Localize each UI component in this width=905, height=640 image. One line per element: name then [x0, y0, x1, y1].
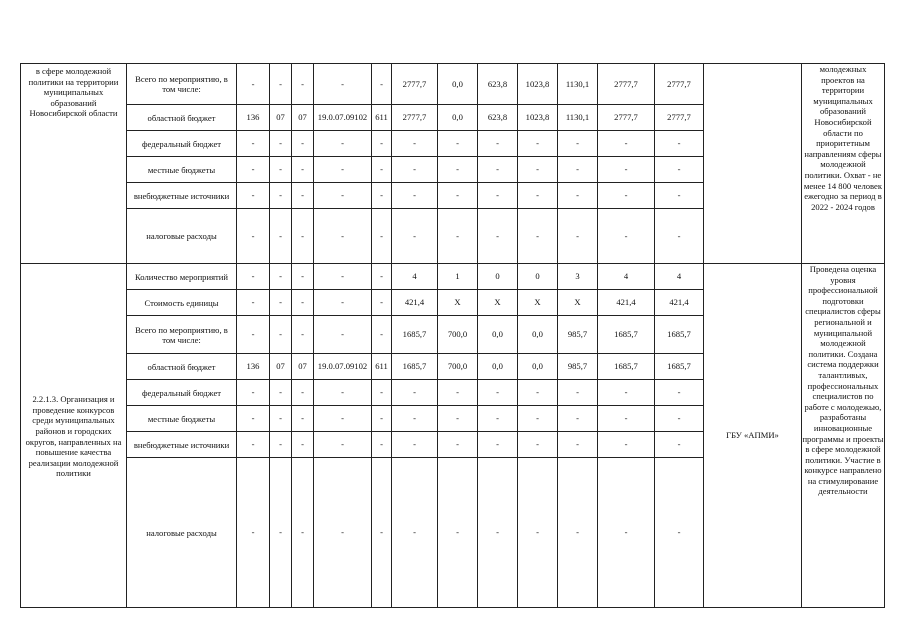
value-cell: - — [372, 316, 392, 354]
value-cell: - — [558, 209, 598, 264]
value-cell: - — [655, 406, 704, 432]
value-cell: - — [392, 432, 438, 458]
value-cell: - — [518, 183, 558, 209]
value-cell: - — [655, 380, 704, 406]
value-cell: 1 — [438, 264, 478, 290]
value-cell: - — [237, 64, 270, 105]
value-cell: - — [372, 432, 392, 458]
value-cell: 0 — [478, 264, 518, 290]
value-cell: - — [518, 380, 558, 406]
value-cell: - — [237, 264, 270, 290]
value-cell: - — [478, 183, 518, 209]
value-cell: - — [237, 290, 270, 316]
value-cell: 07 — [292, 354, 314, 380]
value-cell: 07 — [292, 105, 314, 131]
value-cell: - — [292, 290, 314, 316]
value-cell: - — [270, 157, 292, 183]
value-cell: - — [314, 432, 372, 458]
value-cell: 19.0.07.09102 — [314, 354, 372, 380]
value-cell: - — [598, 380, 655, 406]
value-cell: X — [478, 290, 518, 316]
value-cell: - — [372, 209, 392, 264]
value-cell: - — [292, 380, 314, 406]
value-cell: - — [392, 131, 438, 157]
value-cell: 1130,1 — [558, 105, 598, 131]
value-cell: - — [392, 157, 438, 183]
value-cell: 421,4 — [655, 290, 704, 316]
value-cell: - — [372, 183, 392, 209]
value-cell: 19.0.07.09102 — [314, 105, 372, 131]
value-cell: 3 — [558, 264, 598, 290]
value-cell: - — [478, 458, 518, 608]
value-cell: - — [314, 183, 372, 209]
value-cell: - — [372, 264, 392, 290]
value-cell: - — [237, 458, 270, 608]
activity-name-cell: 2.2.1.3. Организация и проведение конкурсов среди муниципальных районов и городских округов, направленных на повышение качества реализации молодежной политики — [21, 264, 127, 608]
value-cell: - — [314, 131, 372, 157]
value-cell: - — [314, 316, 372, 354]
funding-source-cell: Количество мероприятий — [127, 264, 237, 290]
value-cell: - — [270, 432, 292, 458]
value-cell: 0,0 — [478, 354, 518, 380]
value-cell: - — [478, 131, 518, 157]
funding-source-cell: Всего по мероприятию, в том числе: — [127, 316, 237, 354]
value-cell: 0,0 — [518, 354, 558, 380]
value-cell: 4 — [598, 264, 655, 290]
value-cell: - — [270, 316, 292, 354]
value-cell: 136 — [237, 105, 270, 131]
value-cell: - — [655, 183, 704, 209]
value-cell: 611 — [372, 354, 392, 380]
value-cell: 1130,1 — [558, 64, 598, 105]
value-cell: - — [598, 183, 655, 209]
value-cell: - — [314, 380, 372, 406]
funding-source-cell: местные бюджеты — [127, 157, 237, 183]
value-cell: - — [237, 380, 270, 406]
value-cell: - — [655, 157, 704, 183]
value-cell: - — [372, 406, 392, 432]
value-cell: - — [392, 380, 438, 406]
funding-source-cell: федеральный бюджет — [127, 380, 237, 406]
value-cell: 1685,7 — [598, 354, 655, 380]
value-cell: 611 — [372, 105, 392, 131]
value-cell: - — [558, 406, 598, 432]
value-cell: 136 — [237, 354, 270, 380]
value-cell: - — [558, 157, 598, 183]
funding-source-cell: Стоимость единицы — [127, 290, 237, 316]
value-cell: - — [598, 157, 655, 183]
table-row — [21, 264, 885, 290]
value-cell: - — [372, 157, 392, 183]
value-cell: - — [314, 290, 372, 316]
value-cell: - — [292, 406, 314, 432]
value-cell: - — [292, 458, 314, 608]
value-cell: - — [478, 406, 518, 432]
value-cell: X — [518, 290, 558, 316]
value-cell: 623,8 — [478, 105, 518, 131]
value-cell: - — [314, 264, 372, 290]
funding-source-cell: налоговые расходы — [127, 209, 237, 264]
value-cell: - — [270, 380, 292, 406]
value-cell: - — [292, 157, 314, 183]
value-cell: - — [598, 432, 655, 458]
value-cell: - — [270, 209, 292, 264]
value-cell: - — [392, 406, 438, 432]
value-cell: 985,7 — [558, 316, 598, 354]
value-cell: - — [314, 64, 372, 105]
value-cell: 700,0 — [438, 354, 478, 380]
value-cell: - — [314, 157, 372, 183]
funding-source-cell: налоговые расходы — [127, 458, 237, 608]
value-cell: 0,0 — [518, 316, 558, 354]
value-cell: 421,4 — [392, 290, 438, 316]
value-cell: - — [270, 183, 292, 209]
value-cell: - — [237, 209, 270, 264]
value-cell: 0,0 — [438, 105, 478, 131]
funding-source-cell: внебюджетные источники — [127, 432, 237, 458]
value-cell: - — [392, 209, 438, 264]
value-cell: 2777,7 — [655, 64, 704, 105]
value-cell: - — [438, 209, 478, 264]
value-cell: - — [478, 209, 518, 264]
value-cell: - — [292, 131, 314, 157]
value-cell: 07 — [270, 354, 292, 380]
value-cell: 1023,8 — [518, 105, 558, 131]
value-cell: - — [518, 209, 558, 264]
value-cell: 2777,7 — [598, 64, 655, 105]
value-cell: - — [237, 406, 270, 432]
value-cell: - — [237, 157, 270, 183]
value-cell: 4 — [655, 264, 704, 290]
value-cell: - — [655, 432, 704, 458]
table-row — [21, 64, 885, 105]
value-cell: - — [270, 264, 292, 290]
value-cell: 07 — [270, 105, 292, 131]
value-cell: - — [237, 131, 270, 157]
funding-source-cell: областной бюджет — [127, 105, 237, 131]
value-cell: 1685,7 — [392, 316, 438, 354]
value-cell: - — [478, 157, 518, 183]
value-cell: 1685,7 — [598, 316, 655, 354]
value-cell: - — [292, 209, 314, 264]
value-cell: - — [558, 183, 598, 209]
value-cell: 623,8 — [478, 64, 518, 105]
value-cell: 1685,7 — [655, 354, 704, 380]
value-cell: 2777,7 — [392, 105, 438, 131]
value-cell: - — [558, 458, 598, 608]
value-cell: - — [372, 290, 392, 316]
value-cell: 2777,7 — [655, 105, 704, 131]
value-cell: - — [478, 380, 518, 406]
value-cell: - — [518, 406, 558, 432]
value-cell: - — [598, 209, 655, 264]
value-cell: - — [598, 406, 655, 432]
value-cell: X — [558, 290, 598, 316]
value-cell: - — [438, 380, 478, 406]
value-cell: - — [518, 131, 558, 157]
value-cell: - — [558, 432, 598, 458]
value-cell: - — [438, 157, 478, 183]
funding-source-cell: областной бюджет — [127, 354, 237, 380]
value-cell: - — [292, 264, 314, 290]
value-cell: 2777,7 — [392, 64, 438, 105]
value-cell: - — [372, 64, 392, 105]
budget-table — [20, 63, 885, 608]
value-cell: - — [598, 131, 655, 157]
value-cell: - — [392, 458, 438, 608]
value-cell: - — [237, 183, 270, 209]
value-cell: - — [518, 432, 558, 458]
value-cell: - — [598, 458, 655, 608]
funding-source-cell: внебюджетные источники — [127, 183, 237, 209]
executor-cell — [704, 64, 802, 264]
value-cell: 0,0 — [478, 316, 518, 354]
value-cell: - — [314, 406, 372, 432]
value-cell: - — [518, 458, 558, 608]
value-cell: - — [518, 157, 558, 183]
value-cell: - — [655, 209, 704, 264]
funding-source-cell: федеральный бюджет — [127, 131, 237, 157]
value-cell: - — [478, 432, 518, 458]
value-cell: - — [438, 432, 478, 458]
expected-result-cell: молодежных проектов на территории муниципальных образований Новосибирской области по приоритетным направлениям сферы молодежной политики. Охват - не менее 14 800 человек ежегодно за период в 2022 - 2024 годов — [802, 64, 885, 264]
value-cell: - — [270, 458, 292, 608]
value-cell: - — [270, 406, 292, 432]
value-cell: - — [372, 458, 392, 608]
value-cell: - — [655, 458, 704, 608]
value-cell: 0 — [518, 264, 558, 290]
value-cell: - — [314, 209, 372, 264]
value-cell: 0,0 — [438, 64, 478, 105]
value-cell: 985,7 — [558, 354, 598, 380]
value-cell: 700,0 — [438, 316, 478, 354]
value-cell: - — [372, 131, 392, 157]
value-cell: - — [270, 131, 292, 157]
value-cell: - — [438, 458, 478, 608]
value-cell: X — [438, 290, 478, 316]
value-cell: - — [270, 290, 292, 316]
value-cell: - — [292, 316, 314, 354]
funding-source-cell: местные бюджеты — [127, 406, 237, 432]
funding-source-cell: Всего по мероприятию, в том числе: — [127, 64, 237, 105]
value-cell: 4 — [392, 264, 438, 290]
value-cell: - — [372, 380, 392, 406]
value-cell: - — [438, 131, 478, 157]
value-cell: - — [237, 432, 270, 458]
value-cell: 421,4 — [598, 290, 655, 316]
value-cell: 1023,8 — [518, 64, 558, 105]
activity-name-cell: в сфере молодежной политики на территории муниципальных образований Новосибирской области — [21, 64, 127, 264]
value-cell: 1685,7 — [392, 354, 438, 380]
value-cell: - — [314, 458, 372, 608]
value-cell: - — [558, 380, 598, 406]
value-cell: - — [292, 64, 314, 105]
value-cell: - — [292, 432, 314, 458]
value-cell: - — [438, 406, 478, 432]
value-cell: - — [270, 64, 292, 105]
value-cell: - — [438, 183, 478, 209]
value-cell: - — [655, 131, 704, 157]
table-body — [21, 64, 885, 608]
value-cell: 1685,7 — [655, 316, 704, 354]
value-cell: - — [558, 131, 598, 157]
expected-result-cell: Проведена оценка уровня профессиональной подготовки специалистов сферы региональной и муниципальной молодежной политики. Создана система поддержки талантливых, профессиональных специалистов по работе с молодежью, разработаны инновационные программы и проекты в сфере молодежной политики. Участие в конкурсе направлено на стимулирование деятельности — [802, 264, 885, 608]
value-cell: - — [292, 183, 314, 209]
value-cell: - — [237, 316, 270, 354]
executor-cell: ГБУ «АПМИ» — [704, 264, 802, 608]
value-cell: - — [392, 183, 438, 209]
value-cell: 2777,7 — [598, 105, 655, 131]
